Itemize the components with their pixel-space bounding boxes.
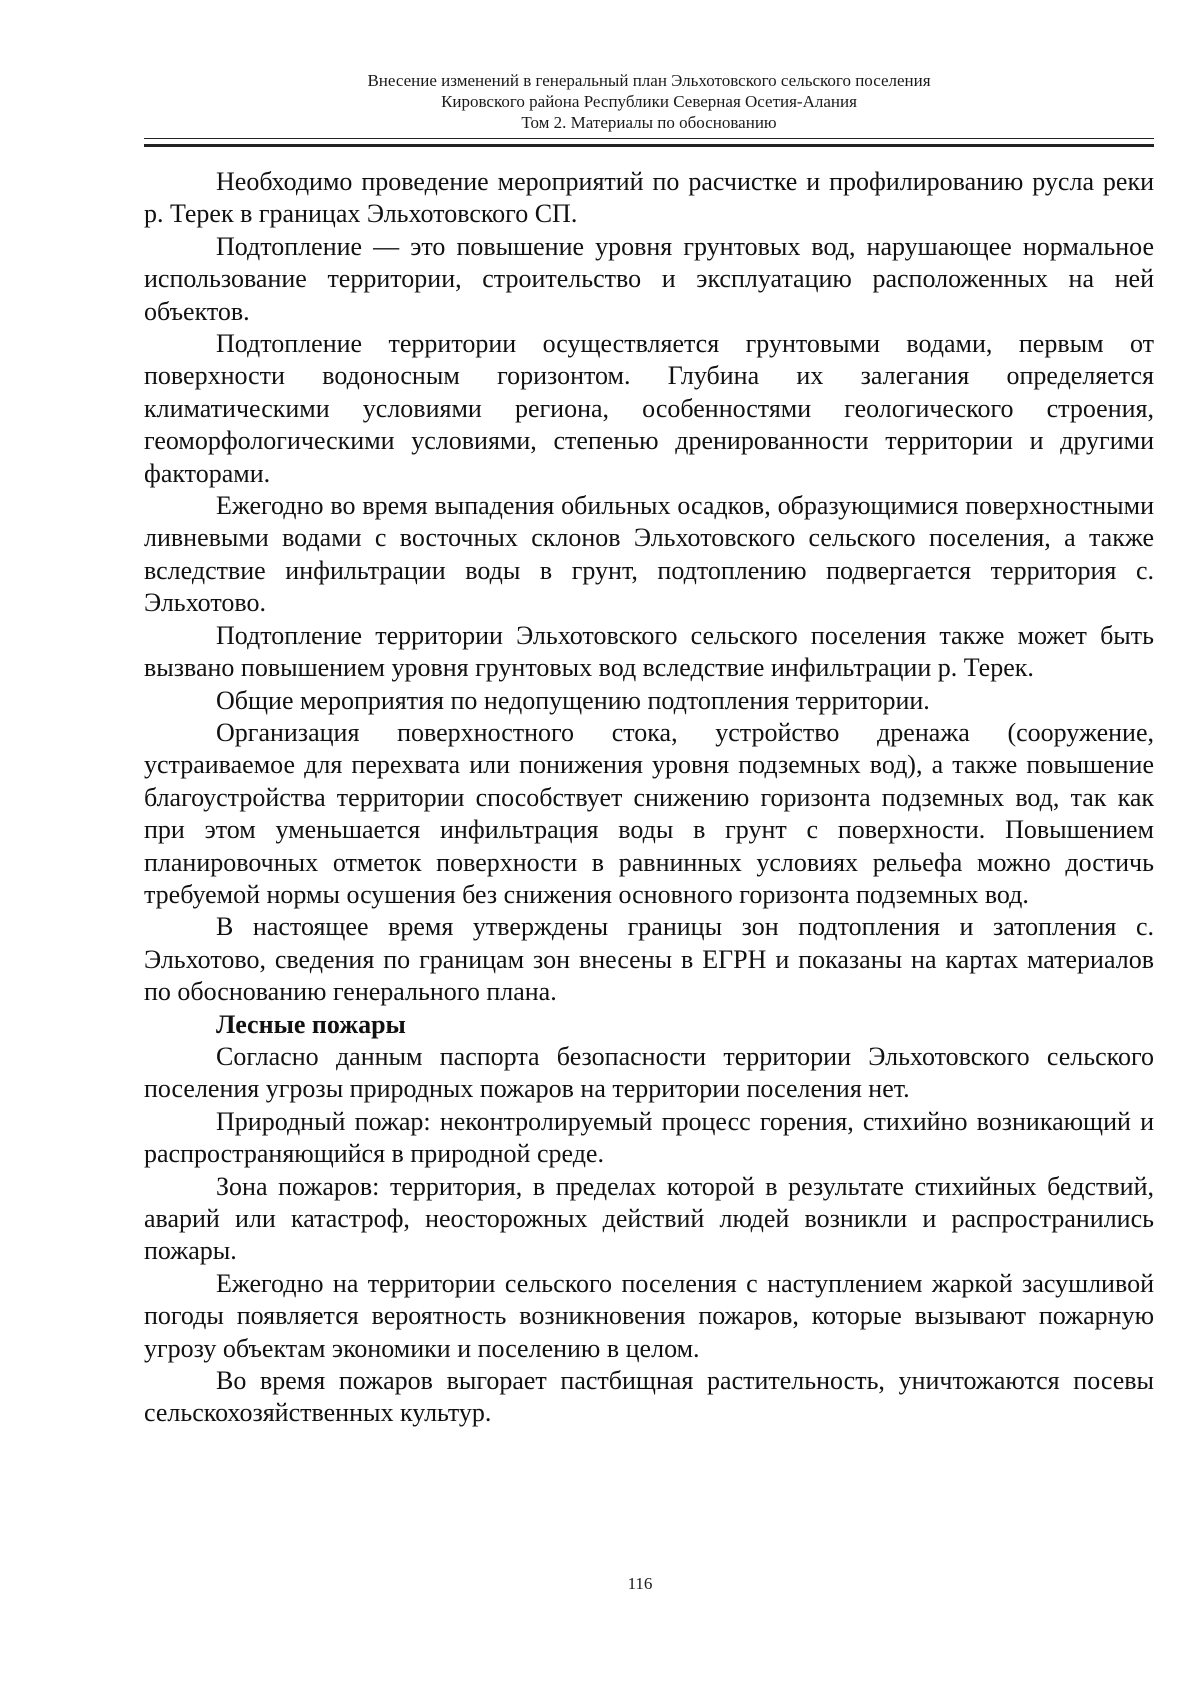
paragraph: Зона пожаров: территория, в пределах которой в результате стихийных бедствий, аварий или катастроф, неосторожных действий людей возникли и распространились пожары. [144, 1171, 1154, 1266]
section-heading: Лесные пожары [216, 1009, 406, 1039]
page-header [144, 70, 1154, 133]
header-line-1: Внесение изменений в генеральный план Эльхотовского сельского поселения [367, 71, 931, 90]
paragraph: Организация поверхностного стока, устройство дренажа (сооружение, устраиваемое для перехвата или понижения уровня подземных вод), а также повышение благоустройства территории способствует снижению горизонта подземных вод, так как при этом уменьшается инфильтрация воды в грунт с поверхности. Повышением планировочных отметок поверхности в равнинных условиях рельефа можно достичь требуемой нормы осушения без снижения основного горизонта подземных вод. [144, 717, 1154, 909]
document-body [144, 166, 1154, 1430]
page-number: 116 [627, 1574, 653, 1593]
paragraph: Ежегодно во время выпадения обильных осадков, образующимися поверхностными ливневыми водами с восточных склонов Эльхотовского сельского поселения, а также вследствие инфильтрации воды в грунт, подтоплению подвергается территория с. Эльхотово. [144, 491, 1154, 618]
header-line-3: Том 2. Материалы по обоснованию [521, 113, 777, 132]
paragraph: Необходимо проведение мероприятий по расчистке и профилированию русла реки р. Терек в границах Эльхотовского СП. [144, 167, 1154, 229]
header-line-2: Кировского района Республики Северная Осетия-Алания [441, 92, 857, 111]
paragraph: Подтопление территории Эльхотовского сельского поселения также может быть вызвано повышением уровня грунтовых вод вследствие инфильтрации р. Терек. [144, 620, 1154, 683]
paragraph: Природный пожар: неконтролируемый процесс горения, стихийно возникающий и распространяющийся в природной среде. [144, 1106, 1154, 1169]
paragraph: Подтопление — это повышение уровня грунтовых вод, нарушающее нормальное использование территории, строительство и эксплуатацию расположенных на ней объектов. [144, 231, 1154, 326]
paragraph: Ежегодно на территории сельского поселения с наступлением жаркой засушливой погоды появляется вероятность возникновения пожаров, которые вызывают пожарную угрозу объектам экономики и поселению в целом. [144, 1268, 1154, 1363]
paragraph: Подтопление территории осуществляется грунтовыми водами, первым от поверхности водоносным горизонтом. Глубина их залегания определяется климатическими условиями региона, особенностями геологического строения, геоморфологическими условиями, степенью дренированности территории и другими факторами. [144, 329, 1154, 488]
paragraph: Согласно данным паспорта безопасности территории Эльхотовского сельского поселения угрозы природных пожаров на территории поселения нет. [144, 1041, 1154, 1104]
paragraph: В настоящее время утверждены границы зон подтопления и затопления с. Эльхотово, сведения по границам зон внесены в ЕГРН и показаны на картах материалов по обоснованию генерального плана. [144, 912, 1154, 1007]
paragraph: Во время пожаров выгорает пастбищная растительность, уничтожаются посевы сельскохозяйственных культур. [144, 1366, 1154, 1428]
header-divider [144, 138, 1154, 147]
paragraph: Общие мероприятия по недопущению подтопления территории. [216, 685, 930, 715]
